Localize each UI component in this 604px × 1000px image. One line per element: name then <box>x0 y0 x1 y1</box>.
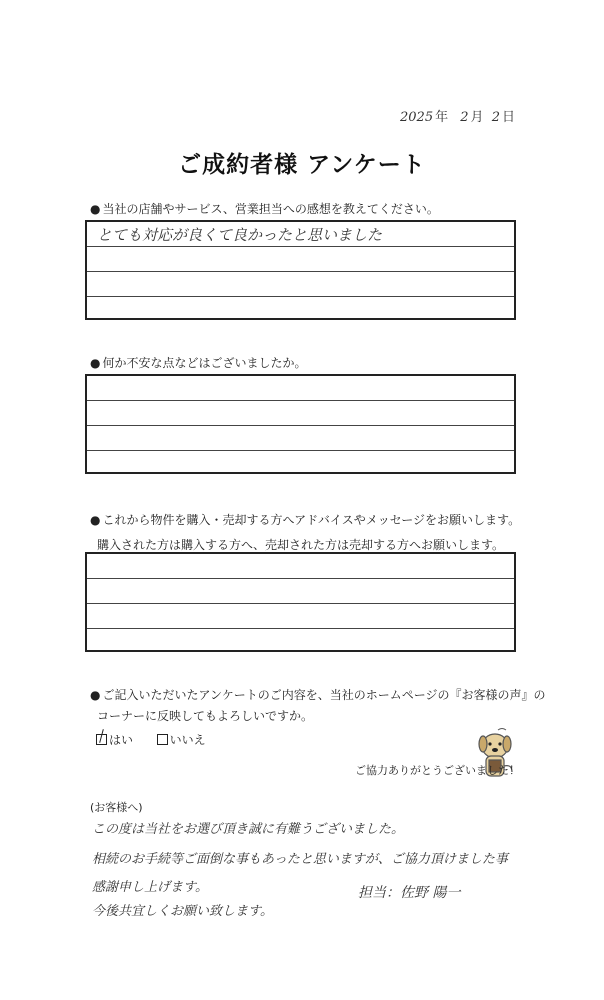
answer-box-2[interactable] <box>85 374 516 474</box>
thanks-text: ご協力ありがとうございました！ <box>355 764 520 777</box>
no-checkbox[interactable] <box>157 734 168 745</box>
staff-signature: 担当：佐野 陽一 <box>358 885 461 901</box>
question-2 <box>90 354 307 371</box>
bullet: ● <box>90 202 101 216</box>
question-2-text: 何か不安な点などはございましたか。 <box>102 356 307 370</box>
date-month: 2 <box>460 110 469 125</box>
bullet: ● <box>90 356 101 370</box>
date-day-unit: 日 <box>501 110 515 125</box>
answer-box-3[interactable] <box>85 552 516 652</box>
page-title: ご成約者様 アンケート <box>178 152 426 178</box>
message-line-3: 感謝申し上げます。 <box>92 880 208 895</box>
consent-options <box>96 731 206 748</box>
date-month-unit: 月 <box>470 110 484 125</box>
question-4 <box>90 686 546 703</box>
message-line-4: 今後共宜しくお願い致します。 <box>92 904 273 919</box>
no-label: いいえ <box>169 733 206 747</box>
yes-checkbox[interactable] <box>96 734 107 745</box>
question-1 <box>90 200 439 217</box>
question-3 <box>90 511 520 528</box>
question-4-text: ご記入いただいたアンケートのご内容を、当社のホームページの『お客様の声』の <box>102 688 546 702</box>
date <box>400 106 517 125</box>
message-line-1: この度は当社をお選び頂き誠に有難うございました。 <box>92 822 405 837</box>
question-1-text: 当社の店舗やサービス、営業担当への感想を教えてください。 <box>102 202 439 216</box>
question-4-text-2: コーナーに反映してもよろしいですか。 <box>97 709 314 723</box>
customer-label: (お客様へ) <box>90 801 143 814</box>
message-line-2: 相続のお手続等ご面倒な事もあったと思いますが、ご協力頂けました事 <box>92 852 508 867</box>
date-year: 2025 <box>400 110 434 125</box>
question-3-sub: 購入された方は購入する方へ、売却された方は売却する方へお願いします。 <box>97 538 505 552</box>
question-3-text: これから物件を購入・売却する方へアドバイスやメッセージをお願いします。 <box>102 513 521 527</box>
yes-label: はい <box>109 733 134 747</box>
answer-1-text: とても対応が良くて良かったと思いました <box>97 226 383 244</box>
bullet: ● <box>90 513 101 527</box>
date-year-unit: 年 <box>435 110 449 125</box>
bullet: ● <box>90 688 101 702</box>
answer-box-1[interactable] <box>85 220 516 320</box>
date-day: 2 <box>491 110 500 125</box>
